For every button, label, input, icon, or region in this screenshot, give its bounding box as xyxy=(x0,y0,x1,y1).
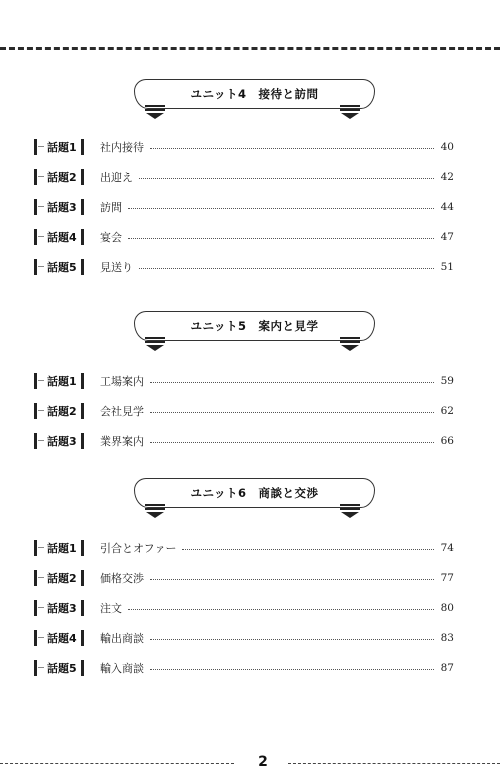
toc-item[interactable] xyxy=(34,630,454,646)
page-number: 74 xyxy=(440,542,454,554)
dot-leader xyxy=(150,579,434,580)
toc-item[interactable] xyxy=(34,540,454,556)
topic-badge: 話題4 xyxy=(34,229,84,245)
unit-title-box xyxy=(134,311,375,341)
dot-leader xyxy=(150,382,434,383)
toc-item[interactable] xyxy=(34,403,454,419)
page-number: 83 xyxy=(440,632,454,644)
unit-6-header xyxy=(134,478,375,518)
top-dashed-rule xyxy=(0,47,500,50)
dot-leader xyxy=(150,148,434,149)
topic-badge: 話題5 xyxy=(34,660,84,676)
item-title: 業界案内 xyxy=(100,435,144,448)
page-number: 62 xyxy=(440,405,454,417)
toc-item[interactable] xyxy=(34,660,454,676)
topic-badge: 話題1 xyxy=(34,540,84,556)
page-number: 51 xyxy=(440,261,454,273)
topic-badge: 話題4 xyxy=(34,630,84,646)
page-number: 44 xyxy=(440,201,454,213)
dot-leader xyxy=(139,178,434,179)
topic-badge: 話題5 xyxy=(34,259,84,275)
topic-badge: 話題2 xyxy=(34,570,84,586)
page-number: 40 xyxy=(440,141,454,153)
down-arrow-icon xyxy=(145,105,165,119)
page-number: 66 xyxy=(440,435,454,447)
dot-leader xyxy=(150,669,434,670)
down-arrow-icon xyxy=(340,105,360,119)
unit-title: ユニット6 商談と交渉 xyxy=(190,486,319,500)
dot-leader xyxy=(128,609,434,610)
item-title: 注文 xyxy=(100,602,122,615)
dot-leader xyxy=(128,208,434,209)
unit-5-header xyxy=(134,311,375,351)
toc-item[interactable] xyxy=(34,229,454,245)
item-title: 宴会 xyxy=(100,231,122,244)
item-title: 社内接待 xyxy=(100,141,144,154)
toc-item[interactable] xyxy=(34,433,454,449)
unit-title-box xyxy=(134,478,375,508)
item-title: 輸入商談 xyxy=(100,662,144,675)
unit-title: ユニット5 案内と見学 xyxy=(190,319,319,333)
footer-rule xyxy=(288,763,500,764)
item-title: 訪問 xyxy=(100,201,122,214)
dot-leader xyxy=(150,639,434,640)
dot-leader xyxy=(150,412,434,413)
toc-item[interactable] xyxy=(34,169,454,185)
item-title: 価格交渉 xyxy=(100,572,144,585)
down-arrow-icon xyxy=(145,504,165,518)
item-title: 工場案内 xyxy=(100,375,144,388)
dot-leader xyxy=(128,238,434,239)
page-number: 87 xyxy=(440,662,454,674)
topic-badge: 話題2 xyxy=(34,403,84,419)
toc-item[interactable] xyxy=(34,600,454,616)
footer-page-number: 2 xyxy=(258,754,268,770)
toc-item[interactable] xyxy=(34,199,454,215)
toc-item[interactable] xyxy=(34,373,454,389)
item-title: 出迎え xyxy=(100,171,133,184)
footer-rule xyxy=(0,763,234,764)
down-arrow-icon xyxy=(340,504,360,518)
item-title: 輸出商談 xyxy=(100,632,144,645)
page-number: 59 xyxy=(440,375,454,387)
unit-4-header xyxy=(134,79,375,119)
down-arrow-icon xyxy=(340,337,360,351)
dot-leader xyxy=(150,442,434,443)
dot-leader xyxy=(182,549,434,550)
item-title: 引合とオファー xyxy=(100,542,177,555)
page-number: 77 xyxy=(440,572,454,584)
topic-badge: 話題3 xyxy=(34,600,84,616)
unit-title-box xyxy=(134,79,375,109)
unit-title: ユニット4 接待と訪問 xyxy=(190,87,319,101)
topic-badge: 話題3 xyxy=(34,199,84,215)
item-title: 見送り xyxy=(100,261,133,274)
toc-item[interactable] xyxy=(34,570,454,586)
toc-item[interactable] xyxy=(34,139,454,155)
page-number: 80 xyxy=(440,602,454,614)
item-title: 会社見学 xyxy=(100,405,144,418)
topic-badge: 話題3 xyxy=(34,433,84,449)
page-number: 42 xyxy=(440,171,454,183)
topic-badge: 話題1 xyxy=(34,373,84,389)
page-number: 47 xyxy=(440,231,454,243)
topic-badge: 話題1 xyxy=(34,139,84,155)
toc-item[interactable] xyxy=(34,259,454,275)
down-arrow-icon xyxy=(145,337,165,351)
topic-badge: 話題2 xyxy=(34,169,84,185)
dot-leader xyxy=(139,268,434,269)
